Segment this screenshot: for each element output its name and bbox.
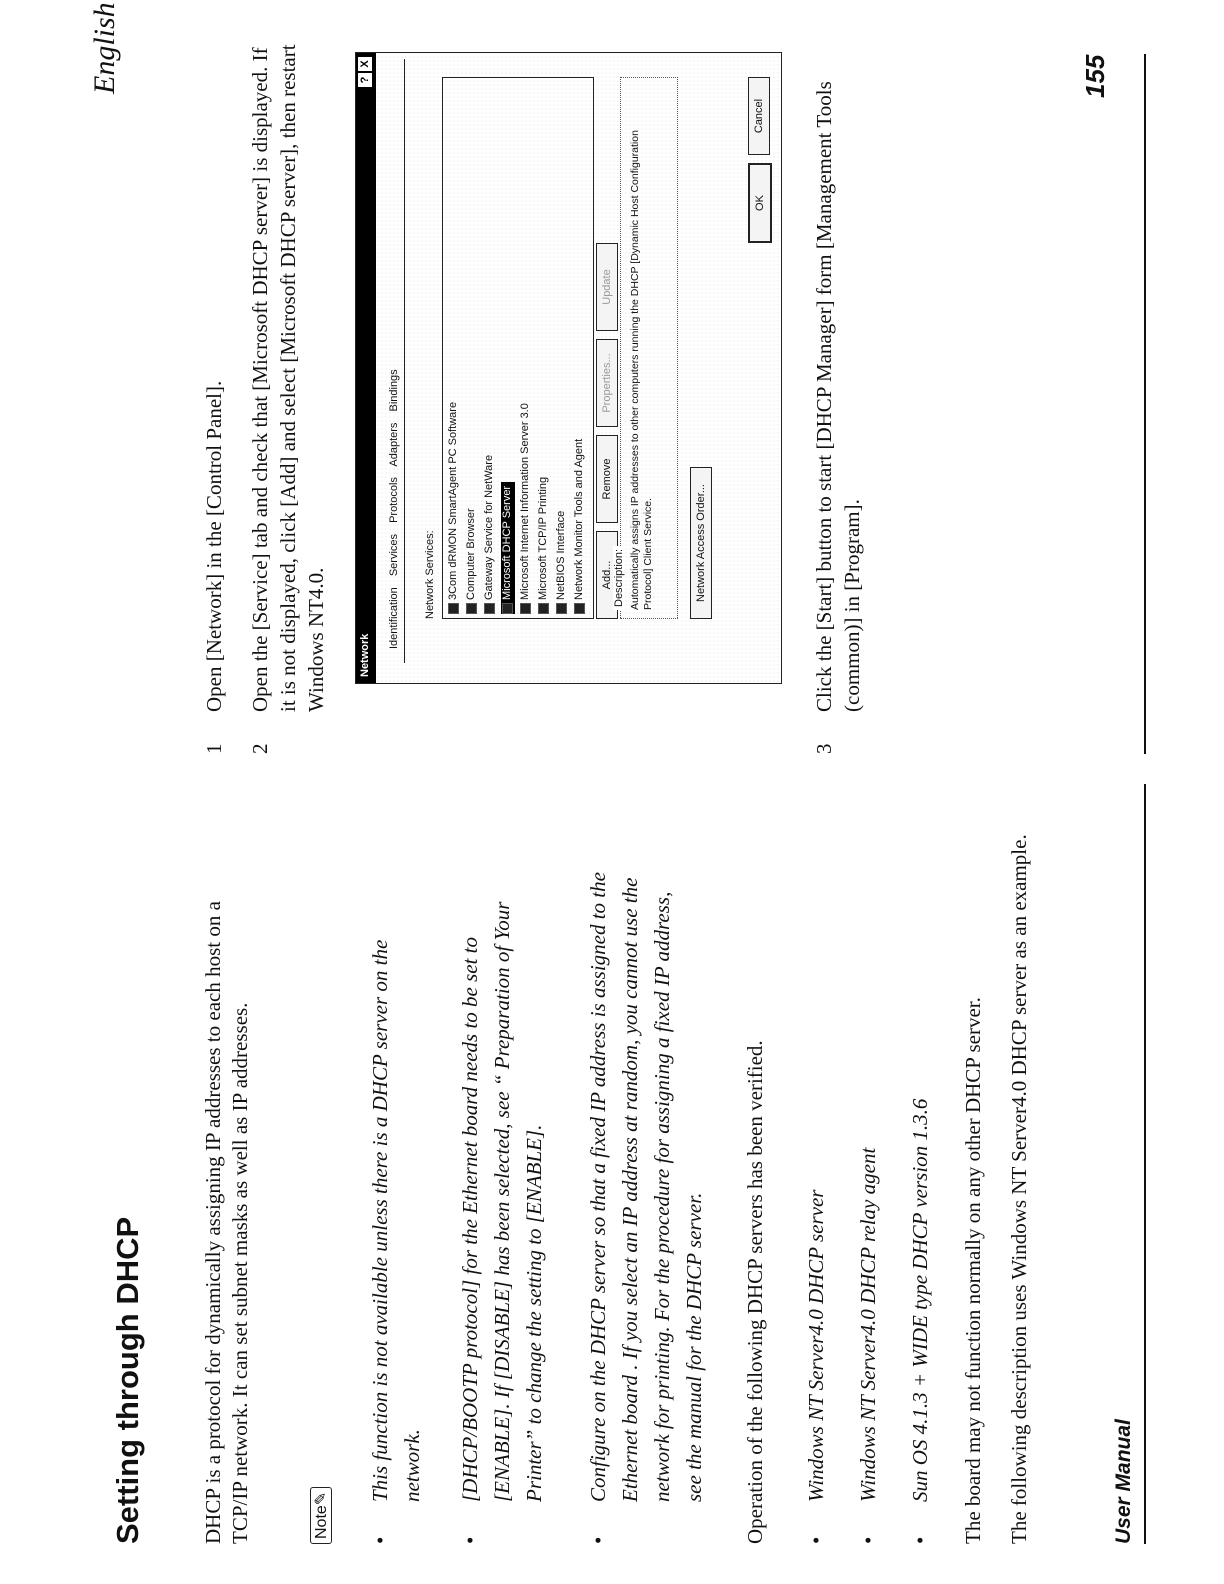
- verified-item-text: Windows NT Server4.0 DHCP server: [804, 1189, 828, 1502]
- list-item[interactable]: [555, 511, 569, 614]
- footer-rule: [1144, 784, 1146, 1544]
- closing-paragraph: The following description uses Windows NT Server4.0 DHCP server as an example.: [1007, 834, 1031, 1544]
- list-item[interactable]: [573, 439, 587, 614]
- footer-rule: [1144, 54, 1146, 754]
- bullet-dot: •: [586, 1536, 610, 1544]
- service-icon: [484, 603, 495, 614]
- verified-intro: Operation of the following DHCP servers has been verified.: [743, 1040, 767, 1544]
- service-icon: [556, 603, 567, 614]
- list-item[interactable]: [483, 455, 497, 614]
- network-access-order-button[interactable]: Network Access Order...: [690, 467, 712, 619]
- description-group: [613, 77, 678, 619]
- dialog-title: Network: [359, 633, 371, 677]
- list-item-label: NetBIOS Interface: [555, 510, 567, 600]
- service-icon: [502, 603, 513, 614]
- page-number: 155: [1080, 54, 1110, 98]
- list-item-selected[interactable]: [501, 482, 515, 614]
- list-item[interactable]: [465, 508, 479, 614]
- services-list-label: Network Services:: [424, 530, 436, 619]
- dialog-tabs: [388, 361, 400, 649]
- services-list[interactable]: [442, 77, 594, 619]
- service-icon: [448, 603, 459, 614]
- list-item-label: Gateway Service for NetWare: [483, 454, 495, 600]
- bullet-dot: •: [458, 1536, 482, 1544]
- note-item: [364, 844, 434, 1544]
- service-icon: [466, 603, 477, 614]
- description-label: Description:: [613, 546, 625, 610]
- verified-item-text: Sun OS 4.1.3 + WIDE type DHCP version 1.3.6: [908, 1098, 932, 1502]
- description-text: Automatically assigns IP addresses to other computers running the DHCP [Dynamic Host Configuration Protocol] Client Service.: [629, 130, 654, 610]
- footer-title: User Manual: [1112, 1419, 1135, 1544]
- list-item[interactable]: [537, 477, 551, 614]
- ok-button[interactable]: OK: [748, 163, 772, 243]
- service-icon: [538, 603, 549, 614]
- tab-protocols[interactable]: Protocols: [388, 477, 400, 523]
- note-item-text: Configure on the DHCP server so that a fixed IP address is assigned to the Ethernet board . If you select an IP address at random, you cannot use the network for printing. For the procedure for assigning a fixed IP address, see the manual for the DHCP server.: [586, 872, 706, 1502]
- note-item-text: This function is not available unless there is a DHCP server on the network.: [368, 939, 424, 1502]
- list-item-label: Computer Browser: [465, 508, 477, 600]
- pencil-icon: ✎: [313, 1491, 330, 1506]
- cancel-button[interactable]: Cancel: [748, 77, 770, 155]
- properties-button[interactable]: Properties...: [596, 339, 618, 427]
- dialog-titlebar: [356, 53, 376, 683]
- list-item-label: Microsoft Internet Information Server 3.0: [519, 403, 531, 600]
- bullet-dot: •: [908, 1536, 932, 1544]
- add-button[interactable]: Add...: [596, 531, 618, 619]
- closing-paragraph: The board may not function normally on any other DHCP server.: [961, 997, 985, 1544]
- note-item: [454, 844, 564, 1544]
- tab-identification[interactable]: Identification: [388, 587, 400, 649]
- list-item[interactable]: [447, 402, 461, 614]
- right-column: [0, 14, 1224, 754]
- step-text: Open [Network] in the [Control Panel].: [202, 380, 226, 712]
- note-label: Note: [313, 1505, 330, 1539]
- list-item-label: Microsoft DHCP Server: [501, 485, 513, 600]
- tab-bindings[interactable]: Bindings: [388, 369, 400, 412]
- update-button[interactable]: Update: [596, 243, 618, 331]
- close-icon[interactable]: X: [358, 57, 372, 71]
- note-item: [582, 844, 732, 1544]
- list-item-label: Microsoft TCP/IP Printing: [537, 476, 549, 600]
- step-number: 3: [812, 743, 836, 754]
- left-column: [0, 744, 1224, 1544]
- step-text: Open the [Service] tab and check that [Microsoft DHCP server] is displayed. If it is not displayed, click [Add] and select [Microsoft DHCP server], then restart Windows NT4.0.: [248, 44, 328, 712]
- tab-adapters[interactable]: Adapters: [388, 422, 400, 467]
- intro-paragraph: DHCP is a protocol for dynamically assigning IP addresses to each host on a TCP/IP network. It can set subnet masks as well as IP addresses.: [201, 901, 252, 1544]
- list-item[interactable]: [519, 403, 533, 614]
- help-icon[interactable]: ?: [358, 73, 372, 87]
- note-badge: [310, 1487, 332, 1544]
- verified-item-text: Windows NT Server4.0 DHCP relay agent: [856, 1147, 880, 1502]
- note-item-text: [DHCP/BOOTP protocol] for the Ethernet board needs to be set to [ENABLE]. If [DISABLE] has been selected, see “ Preparation of Your Printer” to change the setting to [ENABLE].: [458, 901, 546, 1502]
- service-icon: [520, 603, 531, 614]
- service-icon: [574, 603, 585, 614]
- list-item-label: Network Monitor Tools and Agent: [573, 438, 585, 600]
- step-number: 1: [202, 743, 226, 754]
- language-label: English: [88, 2, 121, 94]
- tab-services[interactable]: Services: [388, 533, 400, 577]
- list-item-label: 3Com dRMON SmartAgent PC Software: [447, 401, 459, 600]
- bullet-dot: •: [856, 1536, 880, 1544]
- bullet-dot: •: [804, 1536, 828, 1544]
- step-number: 2: [248, 743, 272, 754]
- tab-divider: [404, 59, 405, 663]
- remove-button[interactable]: Remove: [596, 435, 618, 523]
- bullet-dot: •: [368, 1536, 392, 1544]
- network-dialog: [355, 52, 782, 684]
- step-text: Click the [Start] button to start [DHCP Manager] form [Management Tools (common)] in [Program].: [812, 81, 864, 712]
- section-title: Setting through DHCP: [110, 1216, 145, 1544]
